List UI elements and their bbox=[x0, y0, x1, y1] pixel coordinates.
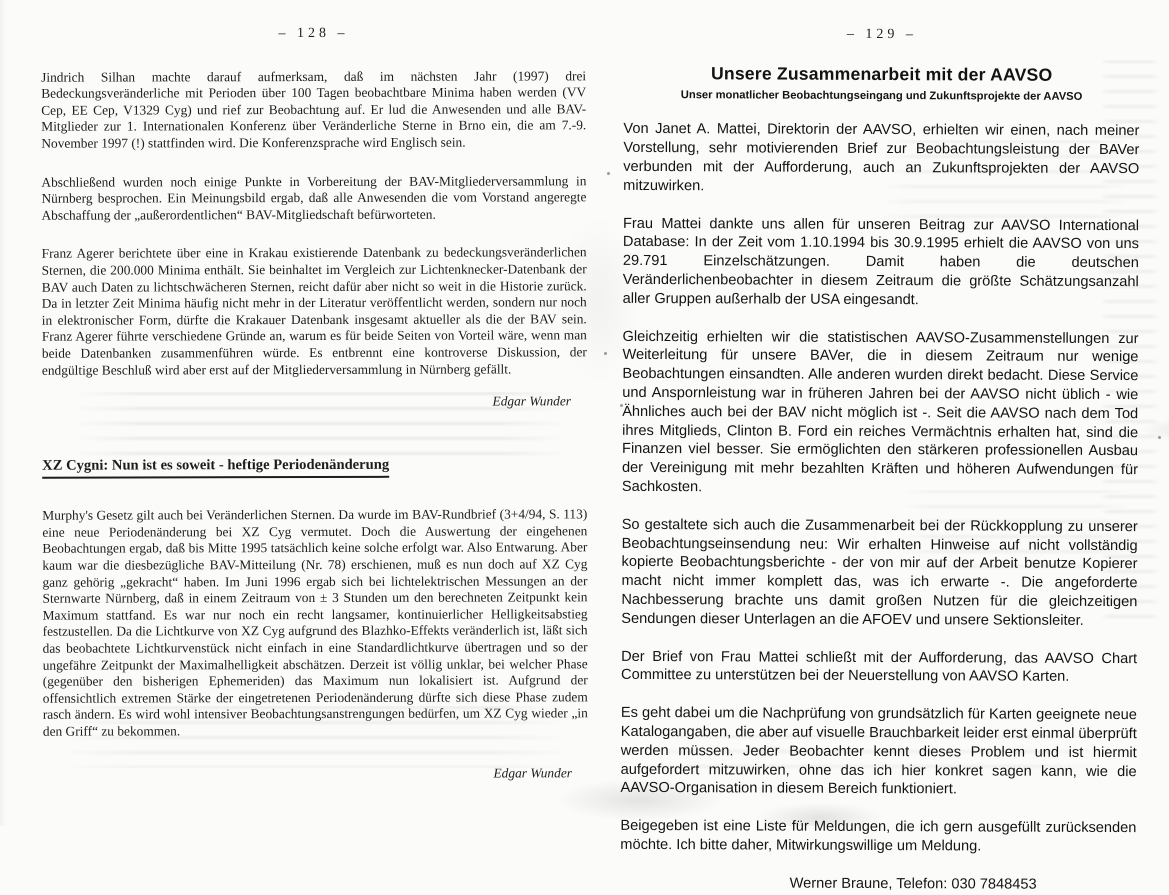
signature-edgar-wunder-2: Edgar Wunder bbox=[43, 765, 572, 783]
paragraph-xz-cygni: Murphy's Gesetz gilt auch bei Veränderlichen Sternen. Da wurde im BAV-Rundbrief (3+4/94, S. 113) eine neue Periodenänderung bei XZ Cyg vermutet. Doch die Auswertung der eingehenen Beobachtungen ergab, daß bis Mitte 1995 tatsächlich keine solche erfolgt war. Also Entwarung. Aber kaum war die diesbezügliche BAV-Mitteilung (Nr. 78) erschienen, muß es nun doch auf XZ Cyg ganz gehörig „gekracht“ haben. Im Juni 1996 ergab sich bei lichtelektrischen Messungen an der Sternwarte Nürnberg, daß in einem Zeitraum von ± 3 Stunden um den berechneten Zeitpunkt kein Maximum stattfand. Es war nur noch ein recht langsamer, kontinuierlicher Helligkeitsabstieg festzustellen. Da die Lichtkurve von XZ Cyg aufgrund des Blazhko-Effekts veränderlich ist, läßt sich das beobachtete Lichtkurvenstück nicht einfach in eine Standardlichtkurve übertragen und so der ungefähre Zeitpunkt der Maximalhelligkeit abschätzen. Derzeit ist völlig unklar, bei welcher Phase (gegenüber den bisherigen Ephemeriden) das Maximum nun lokalisiert ist. Aufgrund der offensichtlich extremen Stärke der eingetretenen Periodenänderung dürfte sich diese Phase zudem rasch ändern. Es wird wohl intensiver Beobachtungsanstrengungen bedürfen, um XZ Cyg wieder „in den Griff“ zu bekommen. bbox=[42, 507, 588, 741]
article-subtitle-aavso: Unser monatlicher Beobachtungseingang und Zukunftsprojekte der AAVSO bbox=[624, 85, 1140, 106]
dust-speck bbox=[1158, 436, 1161, 439]
page-number-right: – 129 – bbox=[624, 25, 1140, 46]
paragraph-meldungen: Beigegeben ist eine Liste für Meldungen, die ich gern ausgefüllt zurücksenden möchte. Ich bitte daher, Mitwirkungswillige um Meldung. bbox=[620, 817, 1136, 857]
paragraph-chart-committee: Der Brief von Frau Mattei schließt mit der Aufforderung, das AAVSO Chart Committee zu unterstützen bei der Neuerstellung von AAVSO Karten. bbox=[621, 647, 1137, 687]
paragraph-mitgliederversammlung: Abschließend wurden noch einige Punkte in Vorbereitung der BAV-Mitgliederversammlung in Nürnberg besprochen. Ein Meinungsbild ergab, daß alle Anwesenden die vom Vorstand angeregte Abschaffung der „außerordentlichen“ BAV-Mitgliedschaft befürworteten. bbox=[41, 173, 586, 224]
paragraph-agerer-datenbank: Franz Agerer berichtete über eine in Krakau existierende Datenbank zu bedeckungsveränderlichen Sternen, die 200.000 Minima enthält. Sie beinhaltet im Vergleich zur Lichtenknecker-Datenbank der BAV auch Daten zu lichtschwächeren Sternen, reicht dafür aber nicht so weit in die Historie zurück. Da in letzter Zeit Minima häufig nicht mehr in der Literatur veröffentlicht werden, sondern nur noch in elektronischer Form, dürfte die Krakauer Datenbank insgesamt aktueller als die der BAV sein. Franz Agerer führte verschiedene Gründe an, warum es für beide Seiten von Vorteil wäre, wenn man beide Datenbanken zusammenführen würde. Es entbrennt eine kontroverse Diskussion, der endgültige Beschluß wird aber erst auf der Mitgliederversammlung in Nürnberg gefällt. bbox=[42, 245, 587, 379]
page-number-left: – 128 – bbox=[41, 25, 586, 43]
dust-speck bbox=[607, 172, 610, 175]
paragraph-international-database: Frau Mattei dankte uns allen für unseren Beitrag zur AAVSO International Database: In der Zeit vom 1.10.1994 bis 30.9.1995 erhielt die AAVSO von uns 29.791 Einzelschätzungen. Damit haben die deutschen Veränderlichenbeobachter in diesem Zeitraum die größte Schätzungsanzahl aller Gruppen außerhalb der USA eingesandt. bbox=[623, 214, 1139, 310]
paragraph-zusammenstellungen: Gleichzeitig erhielten wir die statistischen AAVSO-Zusammenstellungen zur Weiterleitung für unsere BAVer, die in diesem Zeitraum nur wenige Beobachtungen einsandten. Alle anderen wurden direkt bedacht. Diese Service und Anspornleistung war in früheren Jahren bei der AAVSO nicht üblich - wie Ähnliches auch bei der BAV nicht möglich ist -. Seit die AAVSO nach dem Tod ihres Mitglieds, Clinton B. Ford ein reiches Vermächtnis erhalten hat, sind die Finanzen viel besser. Sie ermöglichten den stärkeren professionellen Ausbau der Vereinigung mit mehr bezahlten Kräften und höheren Aufwendungen für Sachkosten. bbox=[622, 327, 1139, 498]
article-title-aavso: Unsere Zusammenarbeit mit der AAVSO bbox=[624, 64, 1140, 85]
paragraph-katalogangaben: Es geht dabei um die Nachprüfung von grundsätzlich für Karten geeignete neue Katalogangaben, die aber auf visuelle Brauchbarkeit leider erst einmal überprüft werden müssen. Jeder Beobachter kennt dieses Problem und ist hiermit aufgefordert mitzuwirken, ohne das ich hier konkret sagen kann, wie die AAVSO-Organisation in diesem Bereich funktioniert. bbox=[621, 704, 1137, 800]
signature-werner-braune: Werner Braune, Telefon: 030 7848453 bbox=[690, 874, 1136, 895]
signature-edgar-wunder-1: Edgar Wunder bbox=[42, 393, 571, 411]
paragraph-mattei-brief: Von Janet A. Mattei, Direktorin der AAVSO, erhielten wir einen, nach meiner Vorstellung, sehr motivierenden Brief zur Beobachtungsleistung der BAVer verbunden mit der Aufforderung, auch an Zukunftsprojekten der AAVSO mitzuwirken. bbox=[623, 120, 1139, 197]
page-128 bbox=[41, 25, 588, 783]
paragraph-rueckkopplung: So gestaltete sich auch die Zusammenarbeit bei der Rückkopplung zu unserer Beobachtungseinsendung neu: Wir erhalten Hinweise auf nicht vollständig kopierte Beobachtungsberichte - der von mir auf der Arbeit benutze Kopierer macht nicht immer komplett das, was ich erwarte -. Die angeforderte Nachbesserung brachte uns damit großen Nutzen für die gleichzeitigen Sendungen dieser Unterlagen an die AFOEV und unsere Sektionsleiter. bbox=[621, 516, 1137, 631]
article-heading-text: XZ Cygni: Nun ist es soweit - heftige Periodenänderung bbox=[42, 456, 389, 478]
dust-speck bbox=[604, 352, 607, 355]
article-heading-xz-cygni bbox=[42, 456, 587, 474]
paragraph-silhan: Jindrich Silhan machte darauf aufmerksam, daß im nächsten Jahr (1997) drei Bedeckungsveränderliche mit Perioden über 100 Tagen beobachtbare Minima haben werden (VV Cep, EE Cep, V1329 Cyg) und rief zur Beobachtung auf. Er lud die Anwesenden und alle BAV-Mitglieder zur 1. Internationalen Konferenz über Veränderliche Sterne in Brno ein, die am 7.-9. November 1997 (!) stattfinden wird. Die Konferenzsprache wird Englisch sein. bbox=[41, 68, 586, 152]
page-129 bbox=[620, 25, 1140, 895]
